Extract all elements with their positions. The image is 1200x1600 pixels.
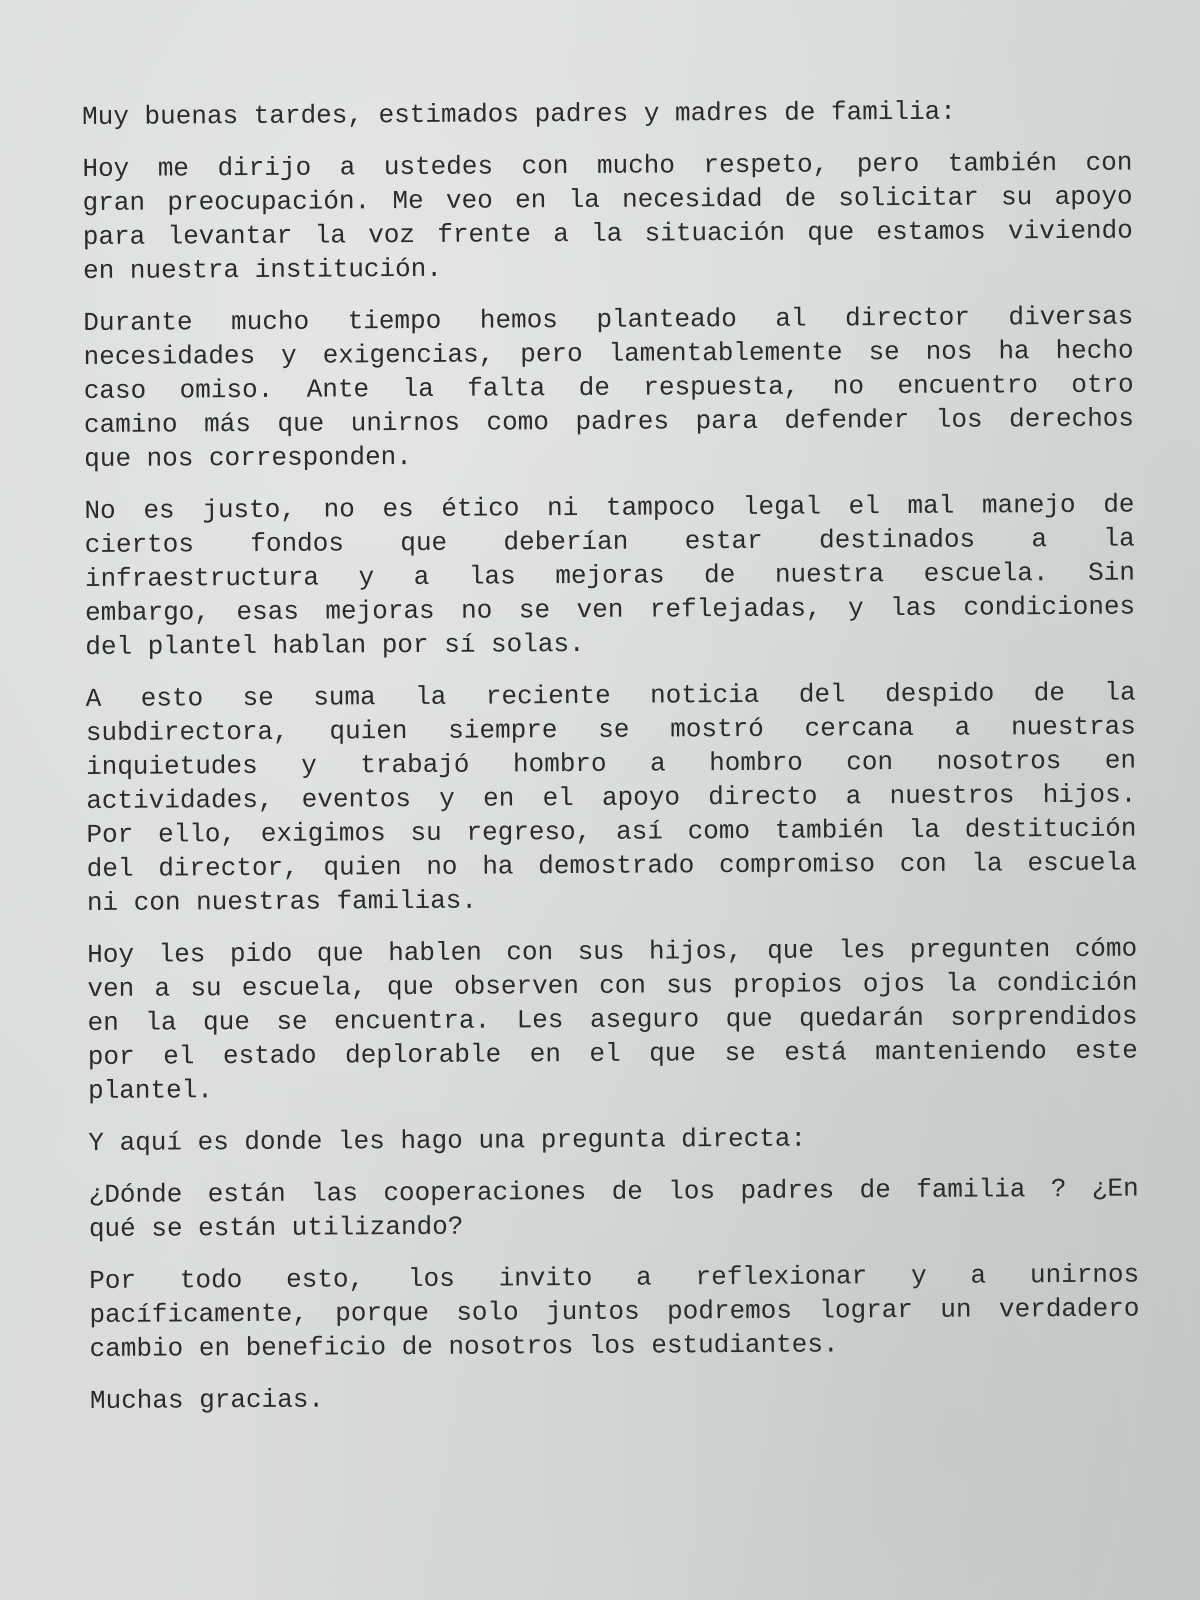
text-line: Por todo esto, los invito a reflexionar y a unirnos (89, 1259, 1140, 1296)
paragraph-8 (89, 1258, 1140, 1366)
paragraph-1 (82, 146, 1133, 288)
text-line: ciertos fondos que deberían estar destinados a la (84, 523, 1135, 560)
closing-line: Muchas gracias. (89, 1384, 325, 1416)
text-line: qué se están utilizando? (88, 1211, 464, 1244)
paragraph-3 (84, 488, 1135, 664)
text-line: Hoy les pido que hablen con sus hijos, que les pregunten cómo (87, 933, 1138, 970)
text-line: A esto se suma la reciente noticia del despido de la (85, 677, 1136, 714)
text-line: camino más que unirnos como padres para defender los derechos (83, 403, 1135, 440)
text-line: para levantar la voz frente a la situación que estamos viviendo (82, 215, 1133, 252)
text-line: gran preocupación. Me veo en la necesidad de solicitar su apoyo (82, 181, 1133, 218)
text-line: Hoy me dirijo a ustedes con mucho respeto, pero también con (82, 147, 1133, 184)
greeting-line: Muy buenas tardes, estimados padres y madres de familia: (82, 96, 956, 132)
text-line: embargo, esas mejoras no se ven reflejadas, y las condiciones (85, 591, 1136, 628)
text-line: necesidades y exigencias, pero lamentablemente se nos ha hecho (83, 335, 1134, 372)
text-line: plantel. (87, 1075, 213, 1106)
paragraph-6 (88, 1120, 1138, 1160)
text-line: en nuestra institución. (82, 253, 442, 286)
text-line: No es justo, no es ético ni tampoco legal el mal manejo de (84, 489, 1135, 526)
text-line: infraestructura y a las mejoras de nuestra escuela. Sin (84, 557, 1135, 594)
text-line: inquietudes y trabajó hombro a hombro con nosotros en (85, 745, 1137, 782)
text-line: por el estado deplorable en el que se está manteniendo este (87, 1035, 1138, 1072)
paragraph-7-question (89, 1172, 1139, 1246)
closing-paragraph (90, 1378, 1140, 1418)
text-line: Por ello, exigimos su regreso, así como también la destitución (86, 813, 1137, 850)
paragraph-5 (87, 932, 1138, 1108)
text-line: Durante mucho tiempo hemos planteado al director diversas (83, 301, 1134, 338)
greeting-paragraph (82, 94, 1132, 134)
text-line: cambio en beneficio de nosotros los estudiantes. (89, 1329, 839, 1364)
text-line: ¿Dónde están las cooperaciones de los padres de familia ? ¿En (88, 1173, 1139, 1210)
text-line: actividades, eventos y en el apoyo directo a nuestros hijos. (86, 779, 1137, 816)
text-line: en la que se encuentra. Les aseguro que quedarán sorprendidos (87, 1001, 1138, 1038)
text-line: ni con nuestras familias. (86, 885, 478, 918)
text-line: que nos corresponden. (84, 441, 412, 474)
letter-body (82, 94, 1140, 1436)
text-line: del plantel hablan por sí solas. (85, 628, 585, 662)
paragraph-4 (86, 676, 1137, 920)
paragraph-2 (83, 300, 1134, 476)
text-line: ven a su escuela, que observen con sus propios ojos la condición (87, 967, 1138, 1004)
text-line: Y aquí es donde les hago una pregunta directa: (88, 1123, 807, 1158)
text-line: subdirectora, quien siempre se mostró cercana a nuestras (85, 711, 1136, 748)
text-line: caso omiso. Ante la falta de respuesta, no encuentro otro (83, 369, 1134, 406)
text-line: pacíficamente, porque solo juntos podremos lograr un verdadero (89, 1293, 1140, 1330)
text-line: del director, quien no ha demostrado compromiso con la escuela (86, 847, 1137, 884)
